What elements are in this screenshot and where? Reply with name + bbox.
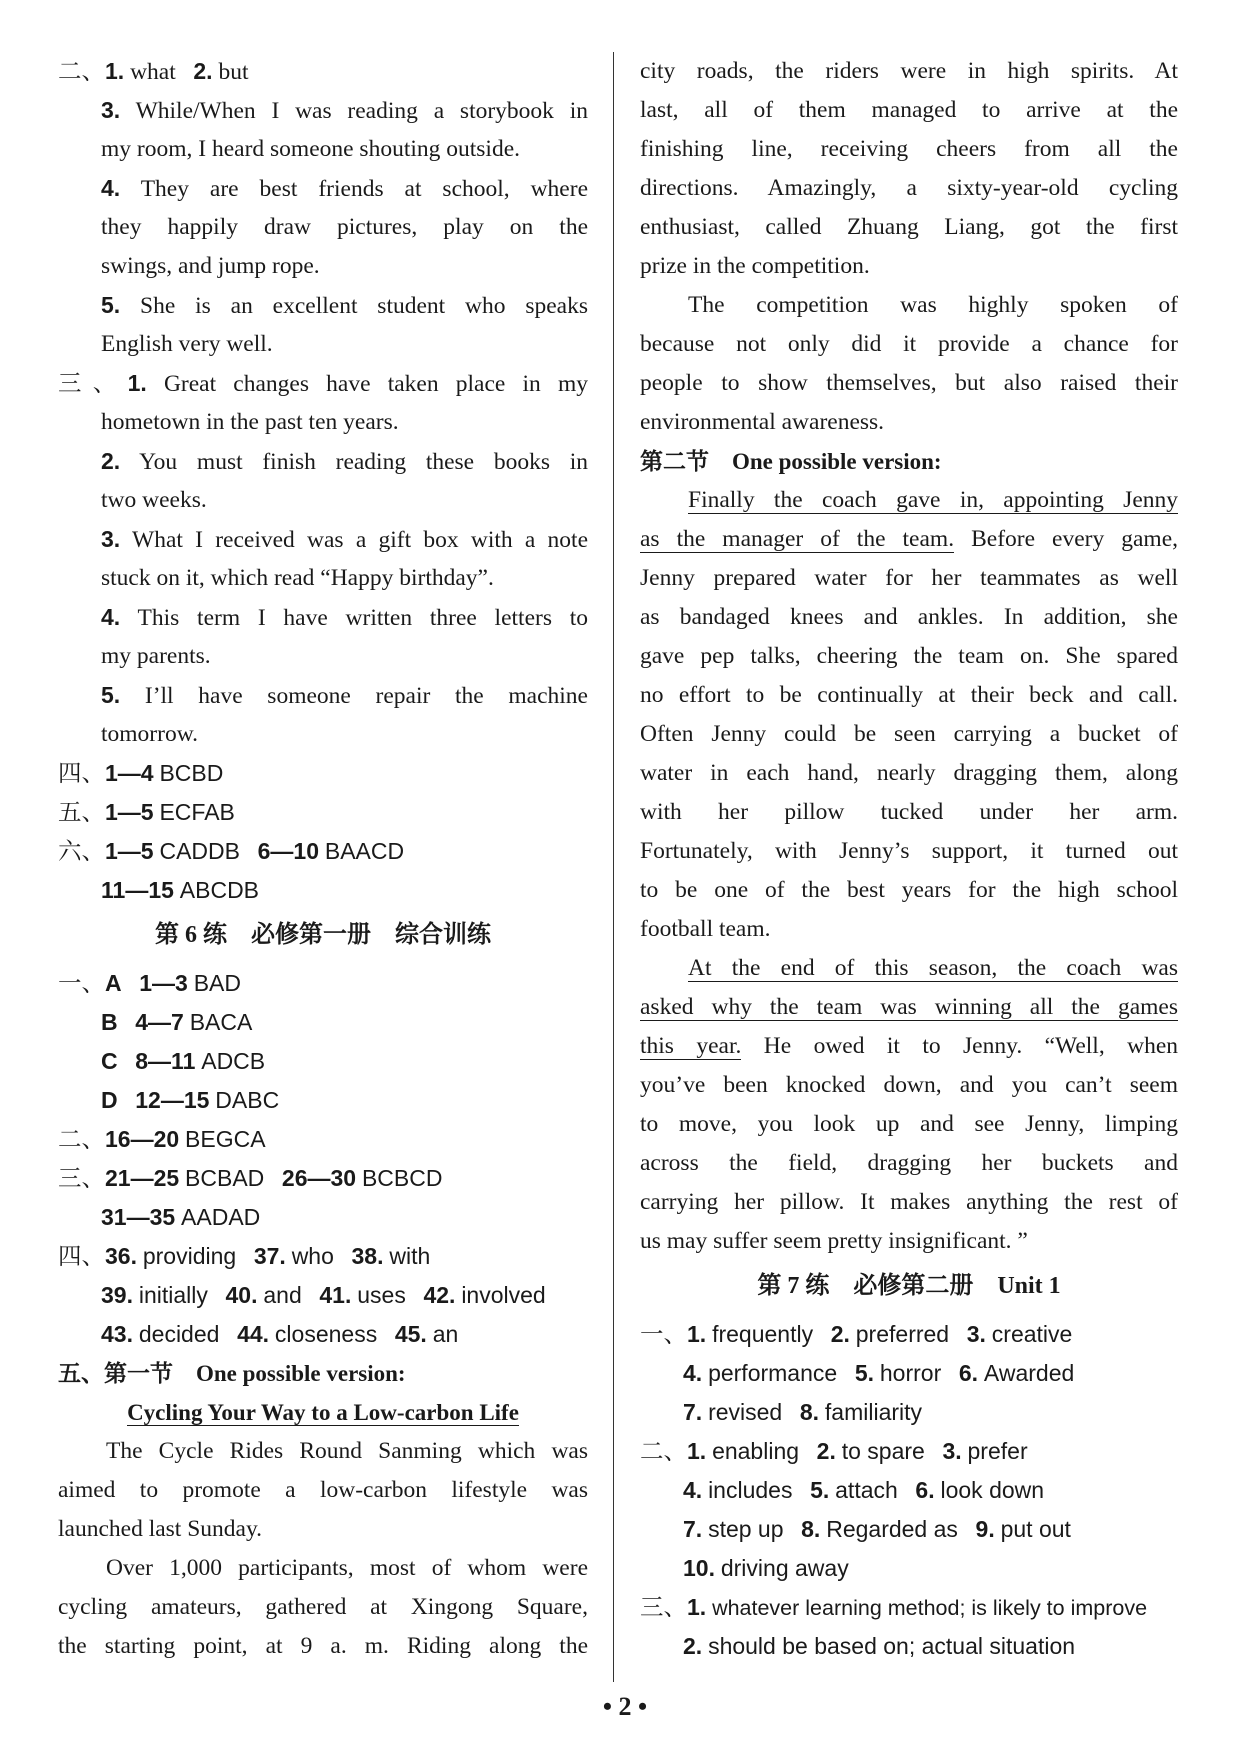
d-line1: At the end of this season, the coach was	[688, 955, 1178, 981]
r-line4: directions. Amazingly, a sixty-year-old cycling	[640, 175, 1178, 201]
c-line11: to be one of the best years for the high school	[640, 877, 1178, 903]
s3-item4a: 4. This term I have written three letters to	[101, 604, 588, 631]
c-line9: with her pillow tucked under her arm.	[640, 799, 1178, 825]
d-line7: carrying her pillow. It makes anything the rest of	[640, 1189, 1178, 1215]
u3-line2: 2. should be based on; actual situation	[683, 1633, 1076, 1659]
s3-item5a: 5. I’ll have someone repair the machine	[101, 682, 588, 709]
s6-line2: 11—15 ABCDB	[101, 877, 260, 903]
s3-item2a: 2. You must finish reading these books in	[101, 448, 588, 475]
essay-line1: The Cycle Rides Round Sanming which was	[106, 1438, 588, 1464]
r-line7: The competition was highly spoken of	[688, 292, 1178, 318]
essay-title: Cycling Your Way to a Low-carbon Life	[127, 1400, 519, 1425]
c-line1: Finally the coach gave in, appointing Jenny	[688, 487, 1178, 513]
c-line4: as bandaged knees and ankles. In addition, she	[640, 604, 1178, 630]
left-column	[58, 52, 588, 1666]
p6-A: 一、A 1—3 BAD	[58, 970, 242, 997]
r-line6: prize in the competition.	[640, 253, 870, 279]
s2-item4b: they happily draw pictures, play on the	[101, 214, 588, 240]
s2-item4a: 4. They are best friends at school, where	[101, 175, 588, 202]
p6-4c: 43. decided 44. closeness 45. an	[101, 1321, 459, 1347]
u1-line2: 4. performance 5. horror 6. Awarded	[683, 1360, 1075, 1386]
page-number: • 2 •	[602, 1692, 648, 1721]
s2-item4c: swings, and jump rope.	[101, 253, 320, 279]
d-line4: you’ve been knocked down, and you can’t seem	[640, 1072, 1178, 1098]
c-line7: Often Jenny could be seen carrying a bucket of	[640, 721, 1178, 747]
u1-line1: 一、1. frequently 2. preferred 3. creative	[640, 1321, 1073, 1348]
s3-item1a: 三、1. Great changes have taken place in my	[58, 370, 588, 397]
d-line3: this year. He owed it to Jenny. “Well, when	[640, 1033, 1178, 1059]
essay-line6: the starting point, at 9 a. m. Riding along the	[58, 1633, 588, 1659]
c-line6: no effort to be continually at their beck and call.	[640, 682, 1178, 708]
p6-D: D 12—15 DABC	[101, 1087, 280, 1113]
u2-line4: 10. driving away	[683, 1555, 849, 1581]
essay-line5: cycling amateurs, gathered at Xingong Square,	[58, 1594, 588, 1620]
p6-C: C 8—11 ADCB	[101, 1048, 266, 1074]
d-line6: across the field, dragging her buckets and	[640, 1150, 1178, 1176]
essay-line3: launched last Sunday.	[58, 1516, 263, 1542]
d-line8: us may suffer seem pretty insignificant. ”	[640, 1228, 1028, 1254]
c-line5: gave pep talks, cheering the team on. She spared	[640, 643, 1178, 669]
d-line5: to move, you look up and see Jenny, limping	[640, 1111, 1178, 1137]
essay-line4: Over 1,000 participants, most of whom were	[106, 1555, 588, 1581]
c-line8: water in each hand, nearly dragging them, along	[640, 760, 1178, 786]
r-line1: city roads, the riders were in high spirits. At	[640, 58, 1178, 84]
u3-line1: 三、1. whatever learning method; is likely to improve	[640, 1594, 1148, 1621]
p6-2: 二、16—20 BEGCA	[58, 1126, 266, 1153]
p6-B: B 4—7 BACA	[101, 1009, 253, 1035]
p6-4b: 39. initially 40. and 41. uses 42. involved	[101, 1282, 546, 1308]
right-column	[640, 52, 1178, 1666]
r-line3: finishing line, receiving cheers from all the	[640, 136, 1178, 162]
s2-line1: 二、1. what 2. but	[58, 58, 249, 85]
s3-item4b: my parents.	[101, 643, 211, 669]
s3-item1b: hometown in the past ten years.	[101, 409, 399, 435]
u1-line3: 7. revised 8. familiarity	[683, 1399, 923, 1425]
s2-item5a: 5. She is an excellent student who speaks	[101, 292, 589, 319]
c-line10: Fortunately, with Jenny’s support, it turned out	[640, 838, 1178, 864]
s3-item5b: tomorrow.	[101, 721, 199, 747]
u2-line3: 7. step up 8. Regarded as 9. put out	[683, 1516, 1071, 1542]
column-divider	[613, 52, 614, 1682]
c-line3: Jenny prepared water for her teammates as well	[640, 565, 1178, 591]
s5-line: 五、1—5 ECFAB	[58, 799, 235, 826]
r-line9: people to show themselves, but also raised their	[640, 370, 1178, 396]
s6-line1: 六、1—5 CADDB 6—10 BAACD	[58, 838, 405, 865]
s2-item5b: English very well.	[101, 331, 273, 357]
u2-line1: 二、1. enabling 2. to spare 3. prefer	[640, 1438, 1028, 1465]
r-line8: because not only did it provide a chance for	[640, 331, 1178, 357]
c-line12: football team.	[640, 916, 771, 942]
section2-subhead: 第二节 One possible version:	[640, 449, 942, 474]
s4-line: 四、1—4 BCBD	[58, 760, 224, 787]
p6-3b: 31—35 AADAD	[101, 1204, 261, 1230]
s2-item3a: 3. While/When I was reading a storybook in	[101, 97, 589, 124]
p6-3a: 三、21—25 BCBAD 26—30 BCBCD	[58, 1165, 443, 1192]
lesson7-heading: 第 7 练 必修第二册 Unit 1	[757, 1273, 1061, 1299]
u2-line2: 4. includes 5. attach 6. look down	[683, 1477, 1045, 1503]
c-line2: as the manager of the team. Before every game,	[640, 526, 1179, 552]
p6-5-subhead: 五、第一节 One possible version:	[58, 1361, 406, 1386]
r-line5: enthusiast, called Zhuang Liang, got the first	[640, 214, 1178, 240]
essay-line2: aimed to promote a low-carbon lifestyle was	[58, 1477, 588, 1503]
lesson6-heading: 第 6 练 必修第一册 综合训练	[155, 922, 491, 948]
r-line10: environmental awareness.	[640, 409, 885, 435]
p6-4a: 四、36. providing 37. who 38. with	[58, 1243, 431, 1270]
s3-item2b: two weeks.	[101, 487, 207, 513]
s3-item3b: stuck on it, which read “Happy birthday”.	[101, 565, 494, 591]
d-line2: asked why the team was winning all the games	[640, 994, 1178, 1020]
s3-item3a: 3. What I received was a gift box with a note	[101, 526, 589, 553]
s2-item3b: my room, I heard someone shouting outside.	[101, 136, 521, 162]
r-line2: last, all of them managed to arrive at the	[640, 97, 1178, 123]
